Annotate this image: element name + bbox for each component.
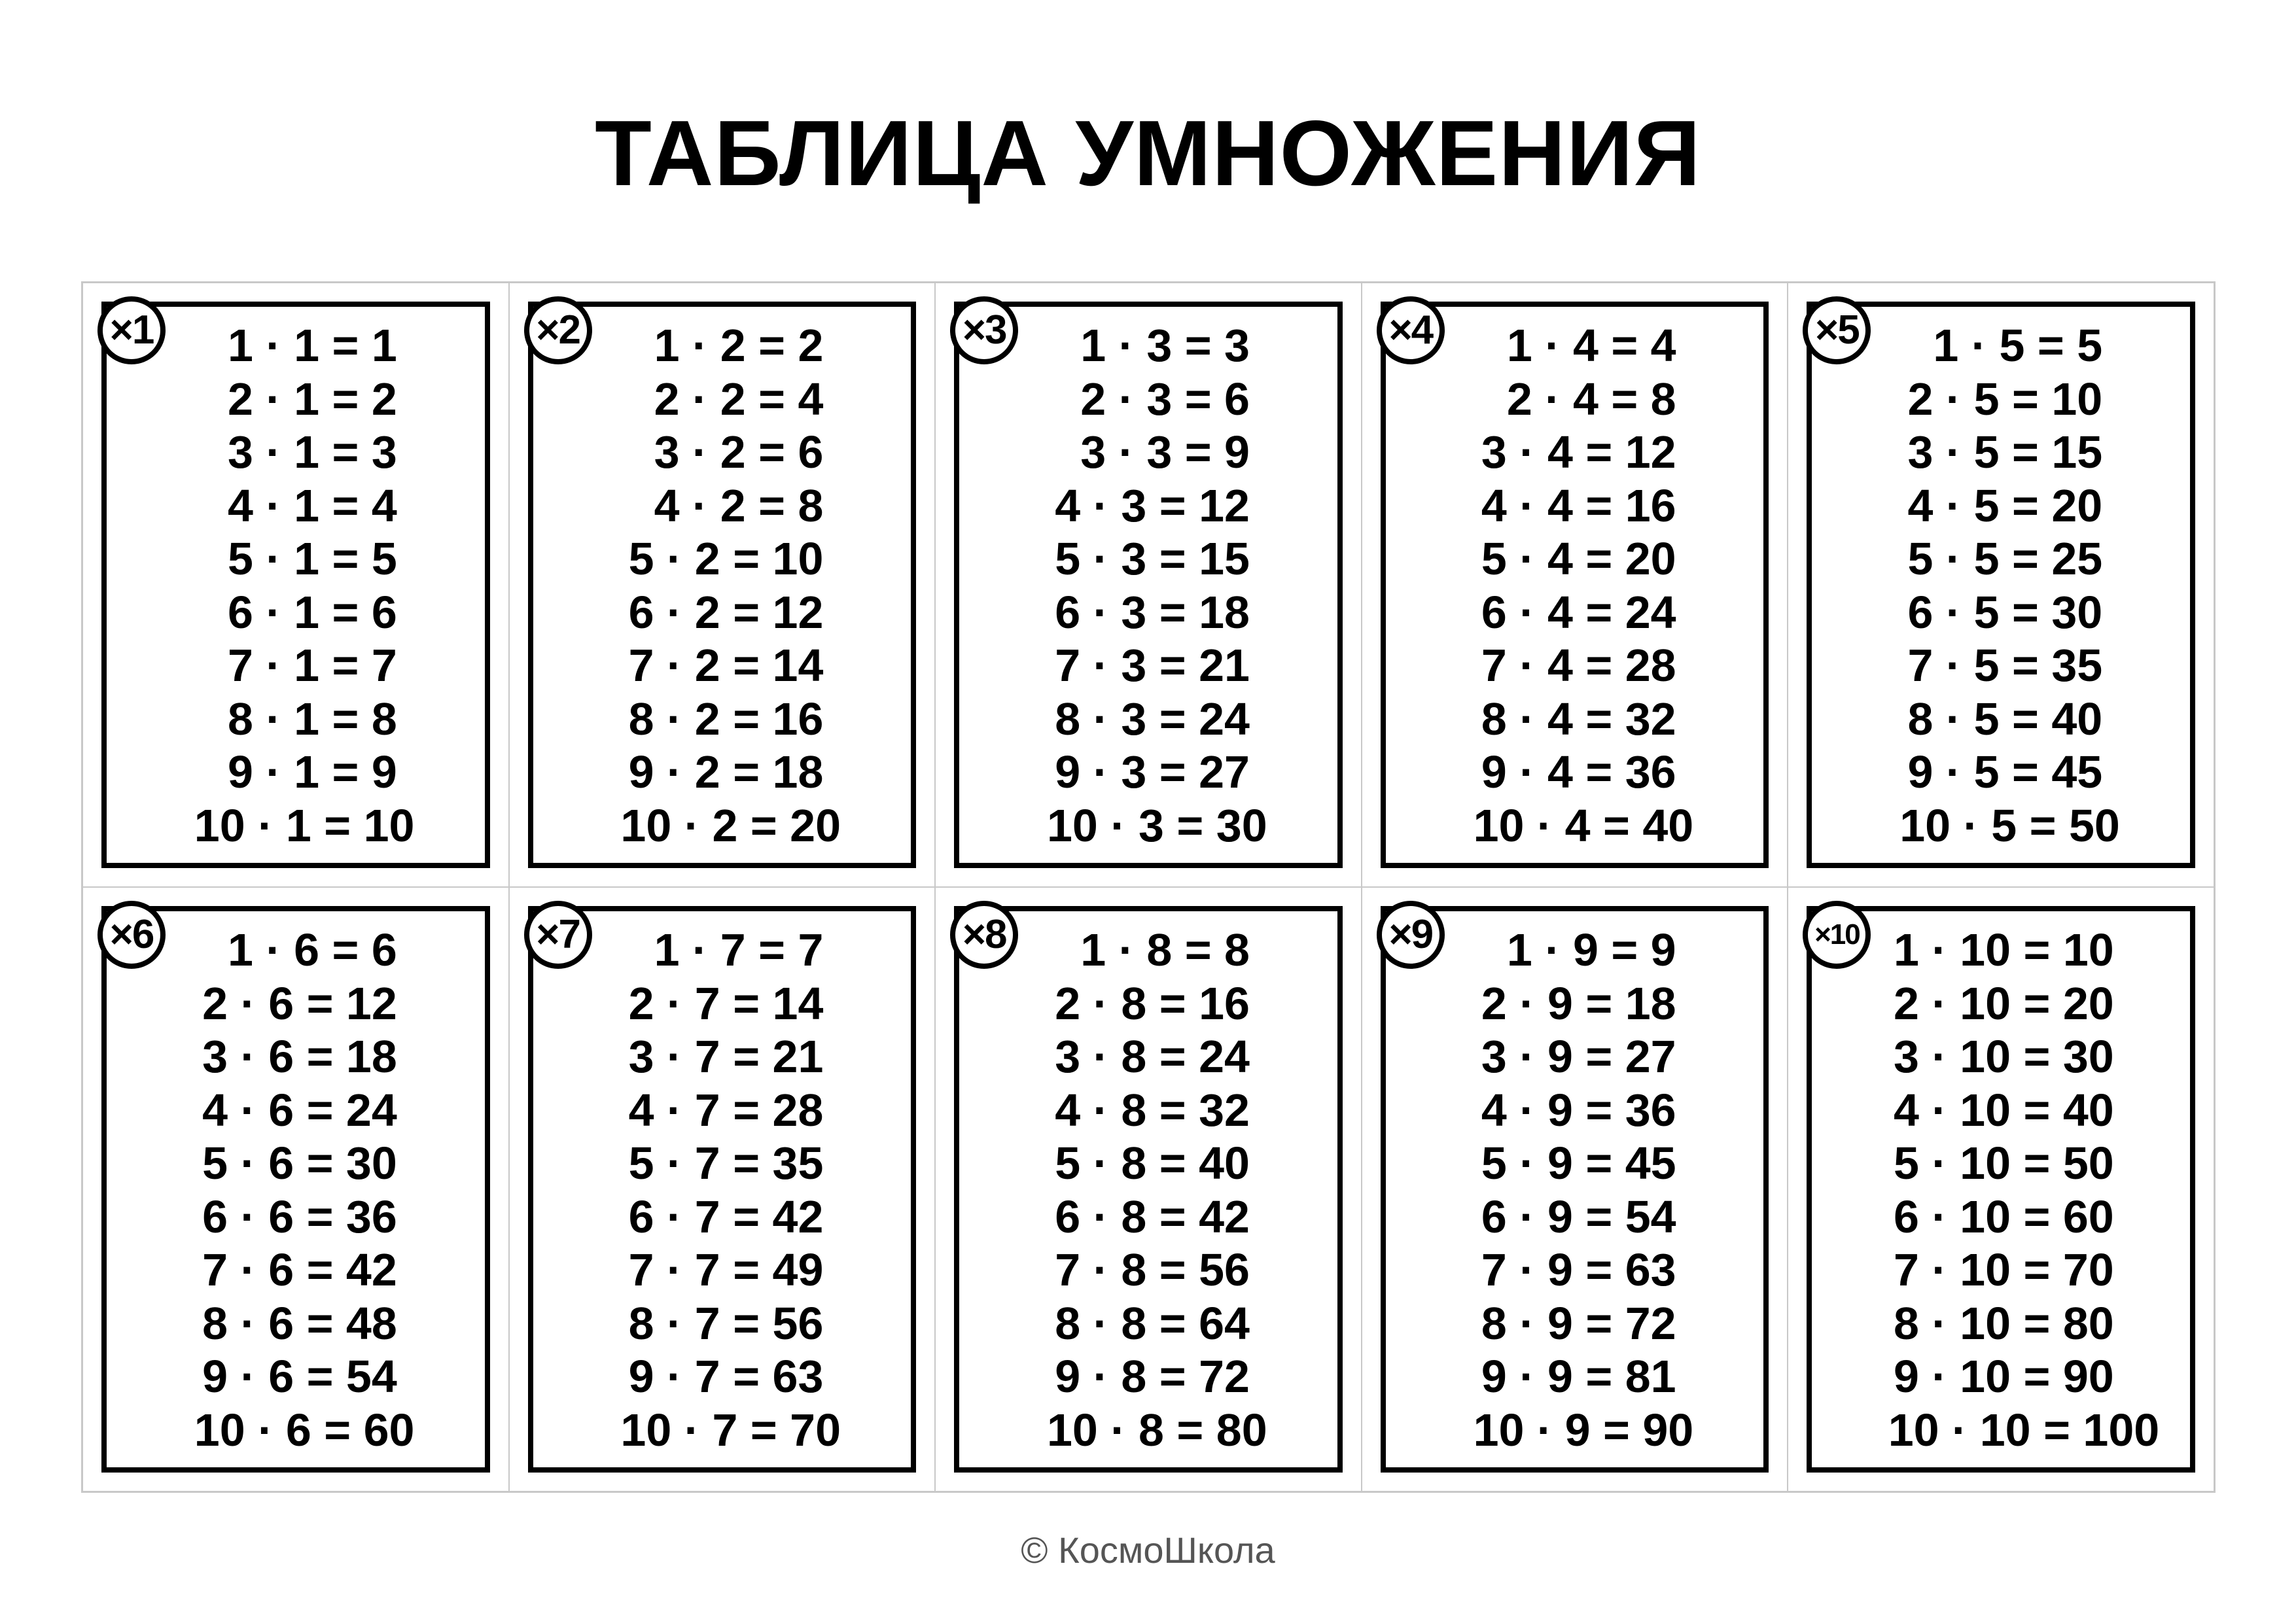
equation-row: 2 · 4 = 8 xyxy=(1506,373,1676,425)
equation-list xyxy=(1362,924,1788,1457)
equation-row: 5 · 7 = 35 xyxy=(628,1138,824,1189)
multiplier-badge: ×4 xyxy=(1377,296,1445,364)
equation-row: 4 · 8 = 32 xyxy=(1055,1084,1250,1136)
multiplier-badge: ×8 xyxy=(950,901,1018,969)
equation-row: 7 · 6 = 42 xyxy=(202,1244,397,1295)
equation-row: 6 · 9 = 54 xyxy=(1481,1191,1676,1242)
equation-row: 1 · 9 = 9 xyxy=(1506,924,1676,975)
equation-row: 3 · 1 = 3 xyxy=(228,427,397,478)
equation-row: 10 · 7 = 70 xyxy=(620,1404,841,1456)
equation-row: 2 · 1 = 2 xyxy=(228,373,397,425)
equation-row: 9 · 1 = 9 xyxy=(228,746,397,797)
equation-row: 4 · 5 = 20 xyxy=(1907,480,2103,531)
equation-row: 9 · 2 = 18 xyxy=(628,746,824,797)
table-card-1 xyxy=(82,283,509,887)
equation-row: 1 · 4 = 4 xyxy=(1506,320,1676,371)
equation-row: 8 · 7 = 56 xyxy=(628,1297,824,1349)
equation-row: 2 · 6 = 12 xyxy=(202,977,397,1029)
equation-row: 7 · 9 = 63 xyxy=(1481,1244,1676,1295)
equation-row: 5 · 1 = 5 xyxy=(228,533,397,584)
equation-row: 6 · 2 = 12 xyxy=(628,586,824,638)
equation-row: 8 · 10 = 80 xyxy=(1894,1297,2114,1349)
equation-row: 5 · 9 = 45 xyxy=(1481,1138,1676,1189)
equation-row: 3 · 4 = 12 xyxy=(1481,427,1676,478)
equation-row: 1 · 2 = 2 xyxy=(654,320,824,371)
equation-row: 8 · 4 = 32 xyxy=(1481,693,1676,744)
table-card-7 xyxy=(509,887,936,1492)
equation-row: 4 · 10 = 40 xyxy=(1894,1084,2114,1136)
equation-row: 7 · 4 = 28 xyxy=(1481,640,1676,691)
equation-row: 3 · 10 = 30 xyxy=(1894,1031,2114,1082)
equation-row: 7 · 7 = 49 xyxy=(628,1244,824,1295)
equation-row: 4 · 7 = 28 xyxy=(628,1084,824,1136)
equation-row: 1 · 8 = 8 xyxy=(1080,924,1250,975)
table-card-5 xyxy=(1788,283,2214,887)
equation-row: 9 · 10 = 90 xyxy=(1894,1351,2114,1402)
equation-list xyxy=(1362,319,1788,852)
equation-row: 3 · 6 = 18 xyxy=(202,1031,397,1082)
equation-row: 10 · 5 = 50 xyxy=(1899,799,2120,851)
equation-row: 2 · 2 = 4 xyxy=(654,373,824,425)
equation-row: 10 · 1 = 10 xyxy=(194,799,415,851)
multiplier-badge: ×1 xyxy=(97,296,166,364)
equation-row: 8 · 8 = 64 xyxy=(1055,1297,1250,1349)
equation-row: 8 · 3 = 24 xyxy=(1055,693,1250,744)
equation-row: 1 · 3 = 3 xyxy=(1080,320,1250,371)
equation-row: 10 · 4 = 40 xyxy=(1473,799,1694,851)
equation-row: 2 · 9 = 18 xyxy=(1481,977,1676,1029)
multiplier-badge: ×5 xyxy=(1803,296,1871,364)
equation-row: 6 · 1 = 6 xyxy=(228,586,397,638)
equation-row: 4 · 2 = 8 xyxy=(654,480,824,531)
equation-row: 8 · 6 = 48 xyxy=(202,1297,397,1349)
equation-row: 2 · 10 = 20 xyxy=(1894,977,2114,1029)
equation-row: 2 · 8 = 16 xyxy=(1055,977,1250,1029)
equation-row: 6 · 7 = 42 xyxy=(628,1191,824,1242)
equation-row: 6 · 4 = 24 xyxy=(1481,586,1676,638)
equation-row: 5 · 2 = 10 xyxy=(628,533,824,584)
equation-row: 10 · 10 = 100 xyxy=(1888,1404,2160,1456)
table-card-2 xyxy=(509,283,936,887)
equation-row: 6 · 6 = 36 xyxy=(202,1191,397,1242)
equation-row: 6 · 8 = 42 xyxy=(1055,1191,1250,1242)
equation-row: 9 · 7 = 63 xyxy=(628,1351,824,1402)
equation-row: 5 · 4 = 20 xyxy=(1481,533,1676,584)
table-card-9 xyxy=(1362,887,1788,1492)
equation-row: 4 · 1 = 4 xyxy=(228,480,397,531)
equation-list xyxy=(1788,924,2214,1457)
equation-row: 3 · 3 = 9 xyxy=(1080,427,1250,478)
equation-row: 5 · 5 = 25 xyxy=(1907,533,2103,584)
equation-row: 8 · 1 = 8 xyxy=(228,693,397,744)
equation-list xyxy=(83,924,508,1457)
equation-row: 10 · 3 = 30 xyxy=(1046,799,1267,851)
equation-row: 1 · 10 = 10 xyxy=(1894,924,2114,975)
equation-row: 5 · 8 = 40 xyxy=(1055,1138,1250,1189)
equation-row: 4 · 9 = 36 xyxy=(1481,1084,1676,1136)
equation-row: 1 · 6 = 6 xyxy=(228,924,397,975)
equation-row: 7 · 8 = 56 xyxy=(1055,1244,1250,1295)
equation-row: 7 · 10 = 70 xyxy=(1894,1244,2114,1295)
equation-row: 4 · 6 = 24 xyxy=(202,1084,397,1136)
equation-row: 3 · 7 = 21 xyxy=(628,1031,824,1082)
equation-row: 4 · 4 = 16 xyxy=(1481,480,1676,531)
equation-row: 9 · 3 = 27 xyxy=(1055,746,1250,797)
table-card-10 xyxy=(1788,887,2214,1492)
equation-row: 9 · 9 = 81 xyxy=(1481,1351,1676,1402)
equation-row: 5 · 10 = 50 xyxy=(1894,1138,2114,1189)
equation-row: 9 · 4 = 36 xyxy=(1481,746,1676,797)
equation-row: 10 · 9 = 90 xyxy=(1473,1404,1694,1456)
equation-row: 10 · 6 = 60 xyxy=(194,1404,415,1456)
tables-grid xyxy=(81,281,2216,1493)
equation-row: 4 · 3 = 12 xyxy=(1055,480,1250,531)
table-card-4 xyxy=(1362,283,1788,887)
multiplier-badge: ×6 xyxy=(97,901,166,969)
equation-row: 2 · 5 = 10 xyxy=(1907,373,2103,425)
equation-row: 10 · 2 = 20 xyxy=(620,799,841,851)
multiplier-badge: ×2 xyxy=(524,296,592,364)
equation-row: 7 · 1 = 7 xyxy=(228,640,397,691)
multiplier-badge: ×7 xyxy=(524,901,592,969)
equation-row: 10 · 8 = 80 xyxy=(1046,1404,1267,1456)
equation-row: 2 · 7 = 14 xyxy=(628,977,824,1029)
equation-row: 6 · 3 = 18 xyxy=(1055,586,1250,638)
multiplier-badge: ×10 xyxy=(1803,901,1871,969)
page-title: ТАБЛИЦА УМНОЖЕНИЯ xyxy=(595,101,1701,205)
equation-row: 1 · 7 = 7 xyxy=(654,924,824,975)
multiplier-badge: ×9 xyxy=(1377,901,1445,969)
copyright-footer: © КосмоШкола xyxy=(1021,1529,1275,1571)
equation-row: 2 · 3 = 6 xyxy=(1080,373,1250,425)
equation-row: 9 · 5 = 45 xyxy=(1907,746,2103,797)
equation-list xyxy=(1788,319,2214,852)
equation-row: 6 · 10 = 60 xyxy=(1894,1191,2114,1242)
equation-row: 9 · 8 = 72 xyxy=(1055,1351,1250,1402)
equation-row: 5 · 6 = 30 xyxy=(202,1138,397,1189)
equation-row: 3 · 2 = 6 xyxy=(654,427,824,478)
multiplier-badge: ×3 xyxy=(950,296,1018,364)
table-card-6 xyxy=(82,887,509,1492)
equation-row: 3 · 5 = 15 xyxy=(1907,427,2103,478)
equation-row: 5 · 3 = 15 xyxy=(1055,533,1250,584)
table-card-3 xyxy=(935,283,1362,887)
equation-row: 1 · 5 = 5 xyxy=(1933,320,2103,371)
equation-row: 7 · 3 = 21 xyxy=(1055,640,1250,691)
table-card-8 xyxy=(935,887,1362,1492)
equation-row: 9 · 6 = 54 xyxy=(202,1351,397,1402)
equation-row: 1 · 1 = 1 xyxy=(228,320,397,371)
equation-row: 3 · 8 = 24 xyxy=(1055,1031,1250,1082)
equation-list xyxy=(510,319,935,852)
equation-list xyxy=(83,319,508,852)
equation-row: 7 · 2 = 14 xyxy=(628,640,824,691)
equation-row: 8 · 9 = 72 xyxy=(1481,1297,1676,1349)
equation-list xyxy=(510,924,935,1457)
equation-row: 8 · 5 = 40 xyxy=(1907,693,2103,744)
equation-list xyxy=(936,924,1361,1457)
equation-row: 8 · 2 = 16 xyxy=(628,693,824,744)
equation-list xyxy=(936,319,1361,852)
equation-row: 6 · 5 = 30 xyxy=(1907,586,2103,638)
equation-row: 3 · 9 = 27 xyxy=(1481,1031,1676,1082)
equation-row: 7 · 5 = 35 xyxy=(1907,640,2103,691)
